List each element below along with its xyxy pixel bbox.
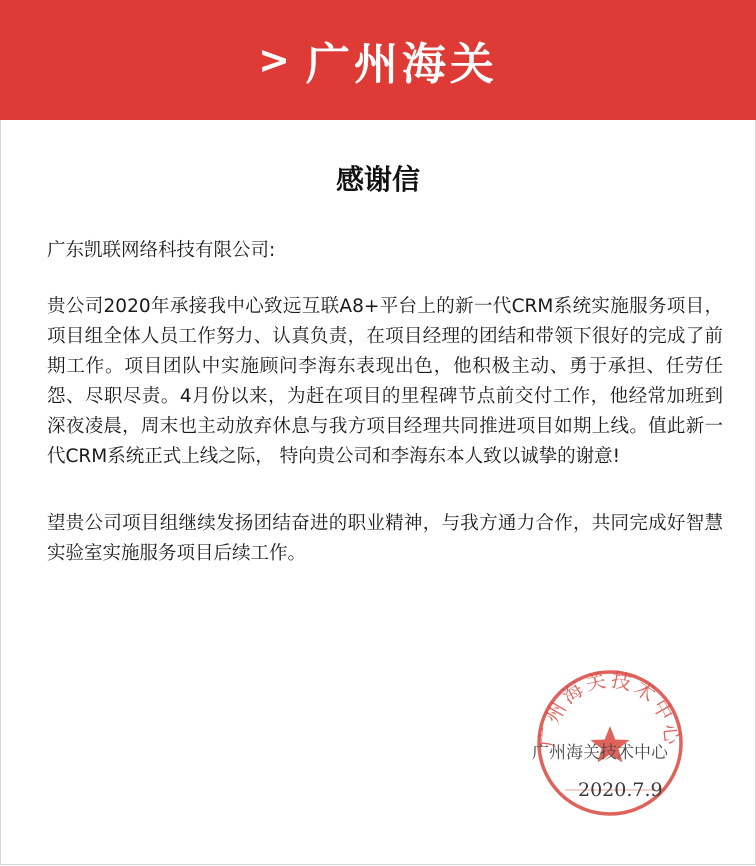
letter-title: 感谢信 [335, 163, 420, 196]
letter-paragraph-1: 贵公司2020年承接我中心致远互联A8+平台上的新一代CRM系统实施服务项目，项目组全体人员工作努力、认真负责，在项目经理的团结和带领下很好的完成了前期工作。项目团队中实施顾问李海东表现出色，他积极主动、勇于承担、任劳任怨、尽职尽责。4月份以来，为赶在项目的里程碑节点前交付工作，他经常加班到深夜凌晨，周末也主动放弃休息与我方项目经理共同推进项目如期上线。值此新一代CRM系统正式上线之际， 特向贵公司和李海东本人致以诚挚的谢意! [47, 296, 723, 467]
chevron-right-icon: > [258, 38, 290, 82]
signature-org: 广州海关技术中心 [532, 743, 668, 763]
header-title: 广州海关 [305, 39, 498, 90]
svg-text:广州海关技术中心: 广州海关技术中心 [535, 668, 685, 749]
header-title-group [258, 28, 498, 92]
signature-date: 2020.7.9 [578, 779, 663, 801]
letter-salutation: 广东凯联网络科技有限公司: [47, 240, 276, 261]
header-banner [0, 0, 756, 120]
letter-paragraph-2: 望贵公司项目组继续发扬团结奋进的职业精神，与我方通力合作，共同完成好智慧实验室实施服务项目后续工作。 [47, 513, 723, 564]
